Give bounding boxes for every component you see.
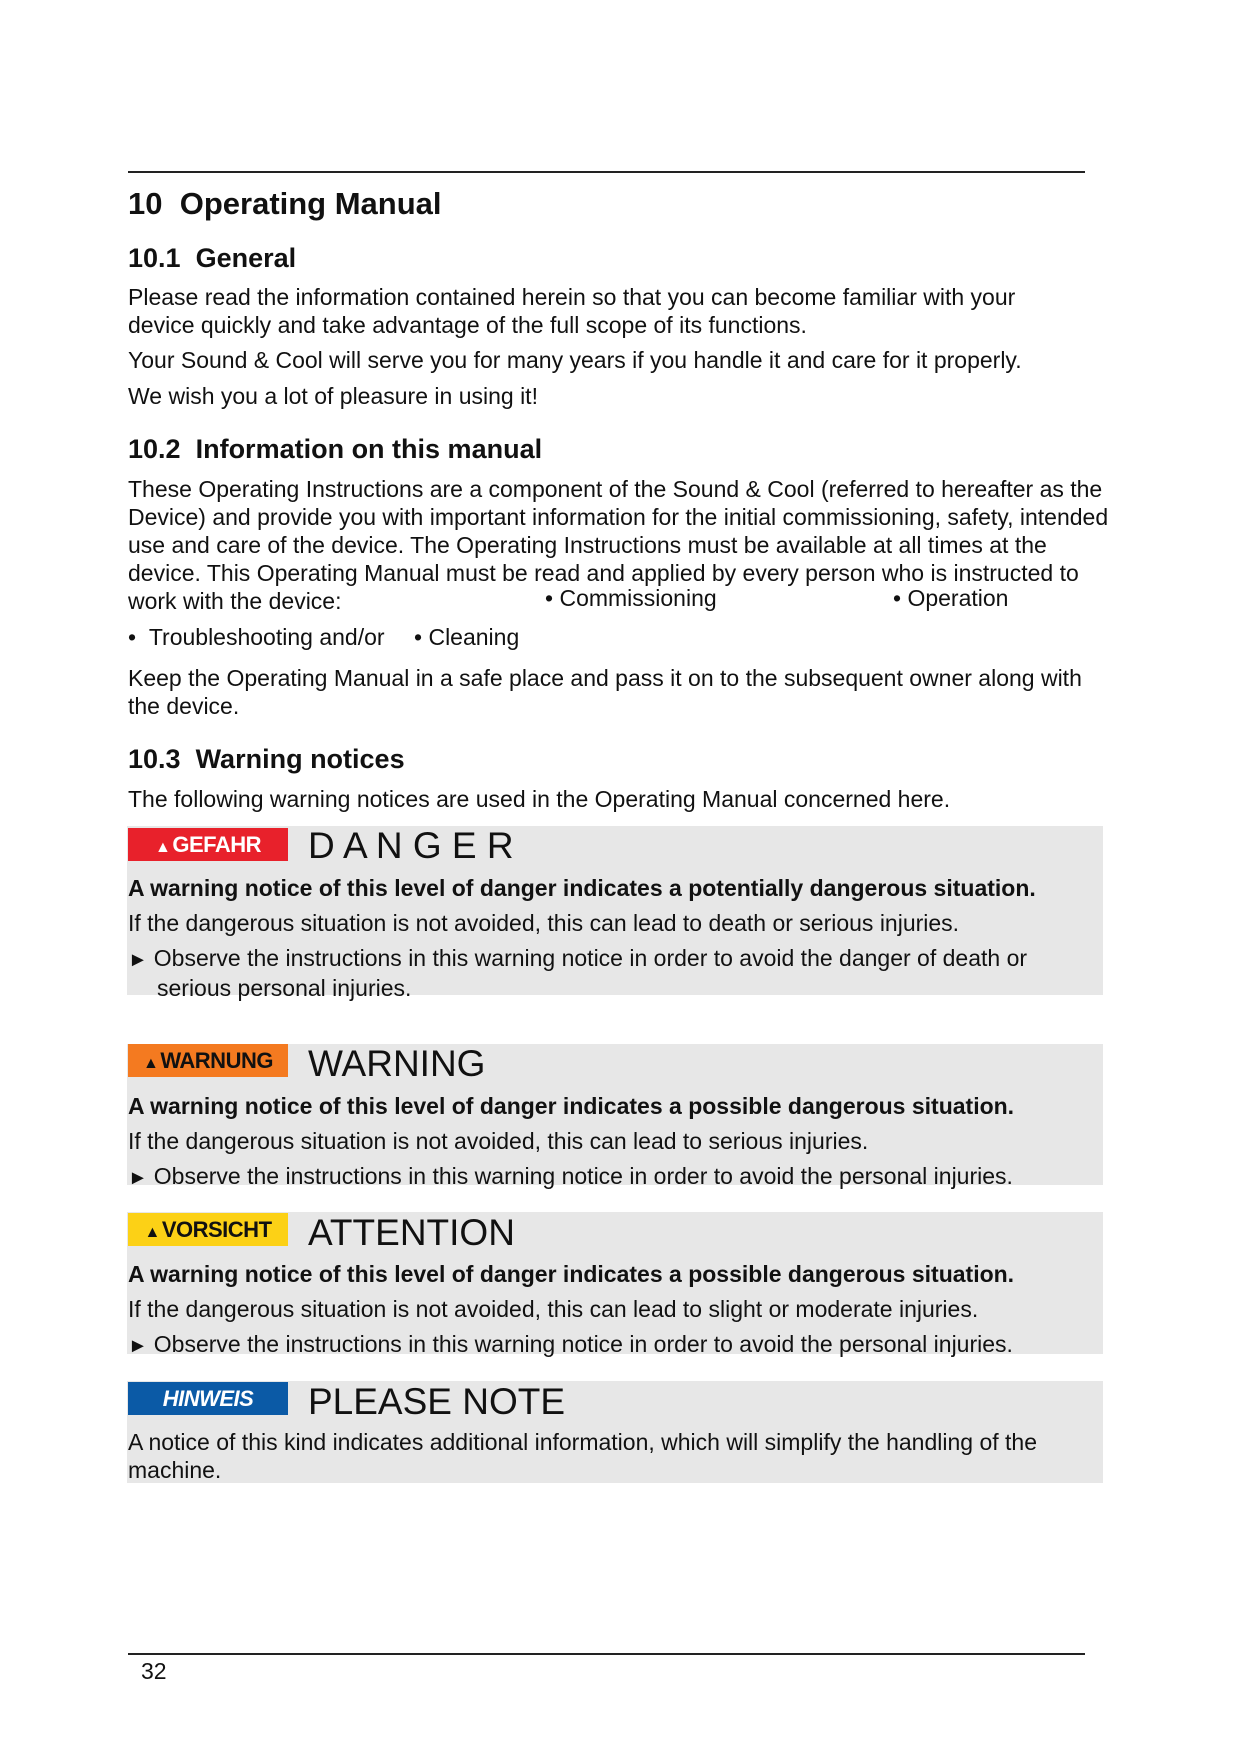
general-paragraph-2: Your Sound & Cool will serve you for many years if you handle it and care for it properly. [128,347,1022,373]
action-text: Observe the instructions in this warning notice in order to avoid the personal injuries. [153,1163,1013,1189]
manual-info-paragraph: These Operating Instructions are a component of the Sound & Cool (referred to hereafter as the Device) and provide you with important information for the initial commissioning, safety, intended use and care of the device. The Operating Instructions must be available at all times at the device. This Operating Manual must be read and applied by every person who is instructed to work with the device: [128,476,1109,614]
warning-signal-word: WARNING [308,1043,486,1084]
attention-badge [128,1213,288,1246]
danger-action [128,944,1087,1002]
warning-notice [127,1043,1103,1189]
warning-action [128,1162,1088,1192]
section-title: Warning notices [195,744,405,774]
badge-label: GEFAHR [172,832,262,857]
bullet-cleaning: • Cleaning [414,624,520,650]
bullet-text: Troubleshooting and/or [148,624,385,650]
action-text: Observe the instructions in this warning notice in order to avoid the danger of death or serious personal injuries. [153,945,1028,1001]
warning-triangle-icon: ▲ [154,839,171,856]
warning-consequence: If the dangerous situation is not avoided, this can lead to serious injuries. [128,1128,869,1154]
badge-label: VORSICHT [161,1217,272,1242]
attention-consequence: If the dangerous situation is not avoided, this can lead to slight or moderate injuries. [128,1296,979,1322]
chapter-number: 10 [128,186,163,221]
note-badge: HINWEIS [128,1382,288,1415]
action-text: Observe the instructions in this warning notice in order to avoid the personal injuries. [153,1331,1013,1357]
bullet-text: Operation [907,585,1009,611]
warning-intro: The following warning notices are used in the Operating Manual concerned here. [128,786,951,812]
attention-headline: A warning notice of this level of danger indicates a possible dangerous situation. [128,1261,1015,1287]
arrow-right-icon: ► [128,949,148,971]
danger-badge [128,828,288,861]
bullet-commissioning: • Commissioning [545,585,717,611]
general-paragraph-3: We wish you a lot of pleasure in using it! [128,383,538,409]
arrow-right-icon: ► [128,1335,148,1357]
attention-notice [127,1212,1103,1357]
chapter-title: Operating Manual [179,186,442,221]
page-number: 32 [141,1658,167,1684]
footer-rule [128,1653,1085,1655]
note-signal-word: PLEASE NOTE [308,1381,566,1422]
warning-triangle-icon: ▲ [144,1224,160,1241]
section-number: 10.3 [128,744,181,774]
section-heading-manual-info [128,434,542,465]
attention-action [128,1330,1088,1360]
badge-label: WARNUNG [160,1048,273,1073]
section-heading-warning-notices [128,744,405,775]
bullet-operation: • Operation [893,585,1009,611]
bullet-troubleshooting: • Troubleshooting and/or [128,624,385,650]
section-title: Information on this manual [195,434,543,464]
chapter-heading [128,186,442,222]
attention-signal-word: ATTENTION [308,1212,515,1253]
danger-notice [127,825,1103,1001]
note-notice [127,1381,1103,1483]
general-paragraph-1: Please read the information contained herein so that you can become familiar with your device quickly and take advantage of the full scope of its functions. [128,284,1016,338]
section-heading-general [128,243,296,274]
warning-badge [128,1044,288,1077]
section-number: 10.2 [128,434,181,464]
warning-triangle-icon: ▲ [143,1055,159,1072]
note-text: A notice of this kind indicates additional information, which will simplify the handling of the machine. [128,1429,1037,1483]
manual-keep-paragraph: Keep the Operating Manual in a safe place and pass it on to the subsequent owner along with the device. [128,665,1082,719]
danger-headline: A warning notice of this level of danger indicates a potentially dangerous situation. [128,875,1036,901]
arrow-right-icon: ► [128,1167,148,1189]
bullet-text: Commissioning [559,585,717,611]
header-rule [128,171,1085,173]
section-title: General [195,243,297,273]
danger-signal-word: D A N G E R [308,825,514,866]
section-number: 10.1 [128,243,181,273]
warning-headline: A warning notice of this level of danger indicates a possible dangerous situation. [128,1093,1015,1119]
danger-consequence: If the dangerous situation is not avoided, this can lead to death or serious injuries. [128,910,960,936]
bullet-text: Cleaning [428,624,520,650]
